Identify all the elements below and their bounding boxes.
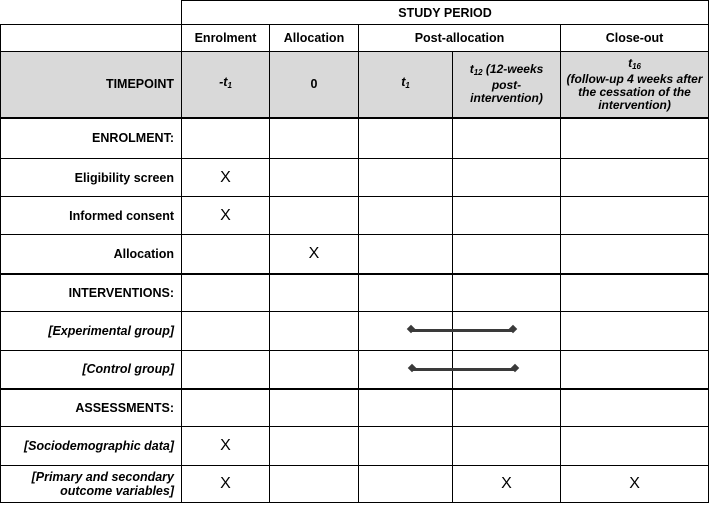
col-enrolment: Enrolment	[182, 25, 270, 52]
timepoint-allocation: 0	[270, 52, 359, 118]
consent-enrolment-mark: X	[182, 197, 270, 235]
col-close-out: Close-out	[561, 25, 709, 52]
experimental-group-label: [Experimental group]	[1, 312, 182, 351]
col-allocation: Allocation	[270, 25, 359, 52]
timepoint-t1: $t_1$	[359, 52, 453, 118]
blank-cell	[1, 25, 182, 52]
study-period-header: STUDY PERIOD	[182, 1, 709, 25]
consent-label: Informed consent	[1, 197, 182, 235]
col-post-allocation: Post-allocation	[359, 25, 561, 52]
timepoint-label: TIMEPOINT	[1, 52, 182, 118]
enrolment-section-label: ENROLMENT:	[1, 118, 182, 159]
sociodemographic-enrolment-mark: X	[182, 427, 270, 466]
outcomes-label: [Primary and secondary outcome variables]	[1, 466, 182, 503]
control-intervention-period-bar	[412, 368, 515, 371]
allocation-mark: X	[270, 235, 359, 274]
control-group-label: [Control group]	[1, 351, 182, 389]
experimental-intervention-period-bar	[411, 329, 513, 332]
interventions-section-label: INTERVENTIONS:	[1, 274, 182, 312]
outcomes-t12-mark: X	[453, 466, 561, 503]
eligibility-enrolment-mark: X	[182, 159, 270, 197]
timepoint-t12: $t_{12}$ (12-weeks post-intervention)	[453, 52, 561, 118]
timepoint-enrolment: $-t_1$	[182, 52, 270, 118]
assessments-section-label: ASSESSMENTS:	[1, 389, 182, 427]
eligibility-label: Eligibility screen	[1, 159, 182, 197]
timepoint-t16: $t_{16}$ (follow-up 4 weeks after the cessation of the intervention)	[561, 52, 709, 118]
corner-cell	[1, 1, 182, 25]
outcomes-t16-mark: X	[561, 466, 709, 503]
outcomes-enrolment-mark: X	[182, 466, 270, 503]
sociodemographic-label: [Sociodemographic data]	[1, 427, 182, 466]
allocation-label: Allocation	[1, 235, 182, 274]
